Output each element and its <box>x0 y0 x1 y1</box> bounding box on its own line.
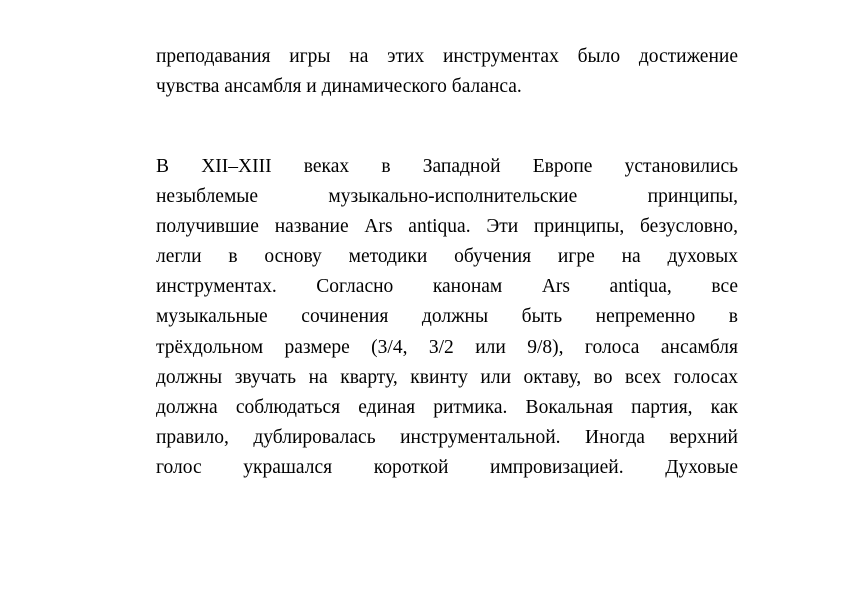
text-line: чувства ансамбля и динамического баланса. <box>156 76 522 98</box>
text-line: трёхдольном размере (3/4, 3/2 или 9/8), голоса ансамбля <box>156 336 738 358</box>
text-line: незыблемые музыкально-исполнительские принципы, <box>156 186 738 208</box>
text-line: должны звучать на кварту, квинту или октаву, во всех голосах <box>156 366 738 388</box>
text-line: инструментах. Согласно канонам Ars antiqua, все <box>156 276 738 298</box>
text-line: правило, дублировалась инструментальной. Иногда верхний <box>156 426 738 448</box>
text-line: получившие название Ars antiqua. Эти принципы, безусловно, <box>156 216 738 238</box>
text-line: голос украшался короткой импровизацией. Духовые <box>156 456 738 478</box>
paragraph-1 <box>156 42 738 102</box>
text-line: легли в основу методики обучения игре на духовых <box>156 246 738 268</box>
text-line: музыкальные сочинения должны быть непременно в <box>156 306 738 328</box>
text-line: должна соблюдаться единая ритмика. Вокальная партия, как <box>156 396 738 418</box>
text-line: В XII–XIII веках в Западной Европе установились <box>156 156 738 177</box>
paragraph-2 <box>156 152 738 483</box>
text-line: преподавания игры на этих инструментах было достижение <box>156 46 738 67</box>
